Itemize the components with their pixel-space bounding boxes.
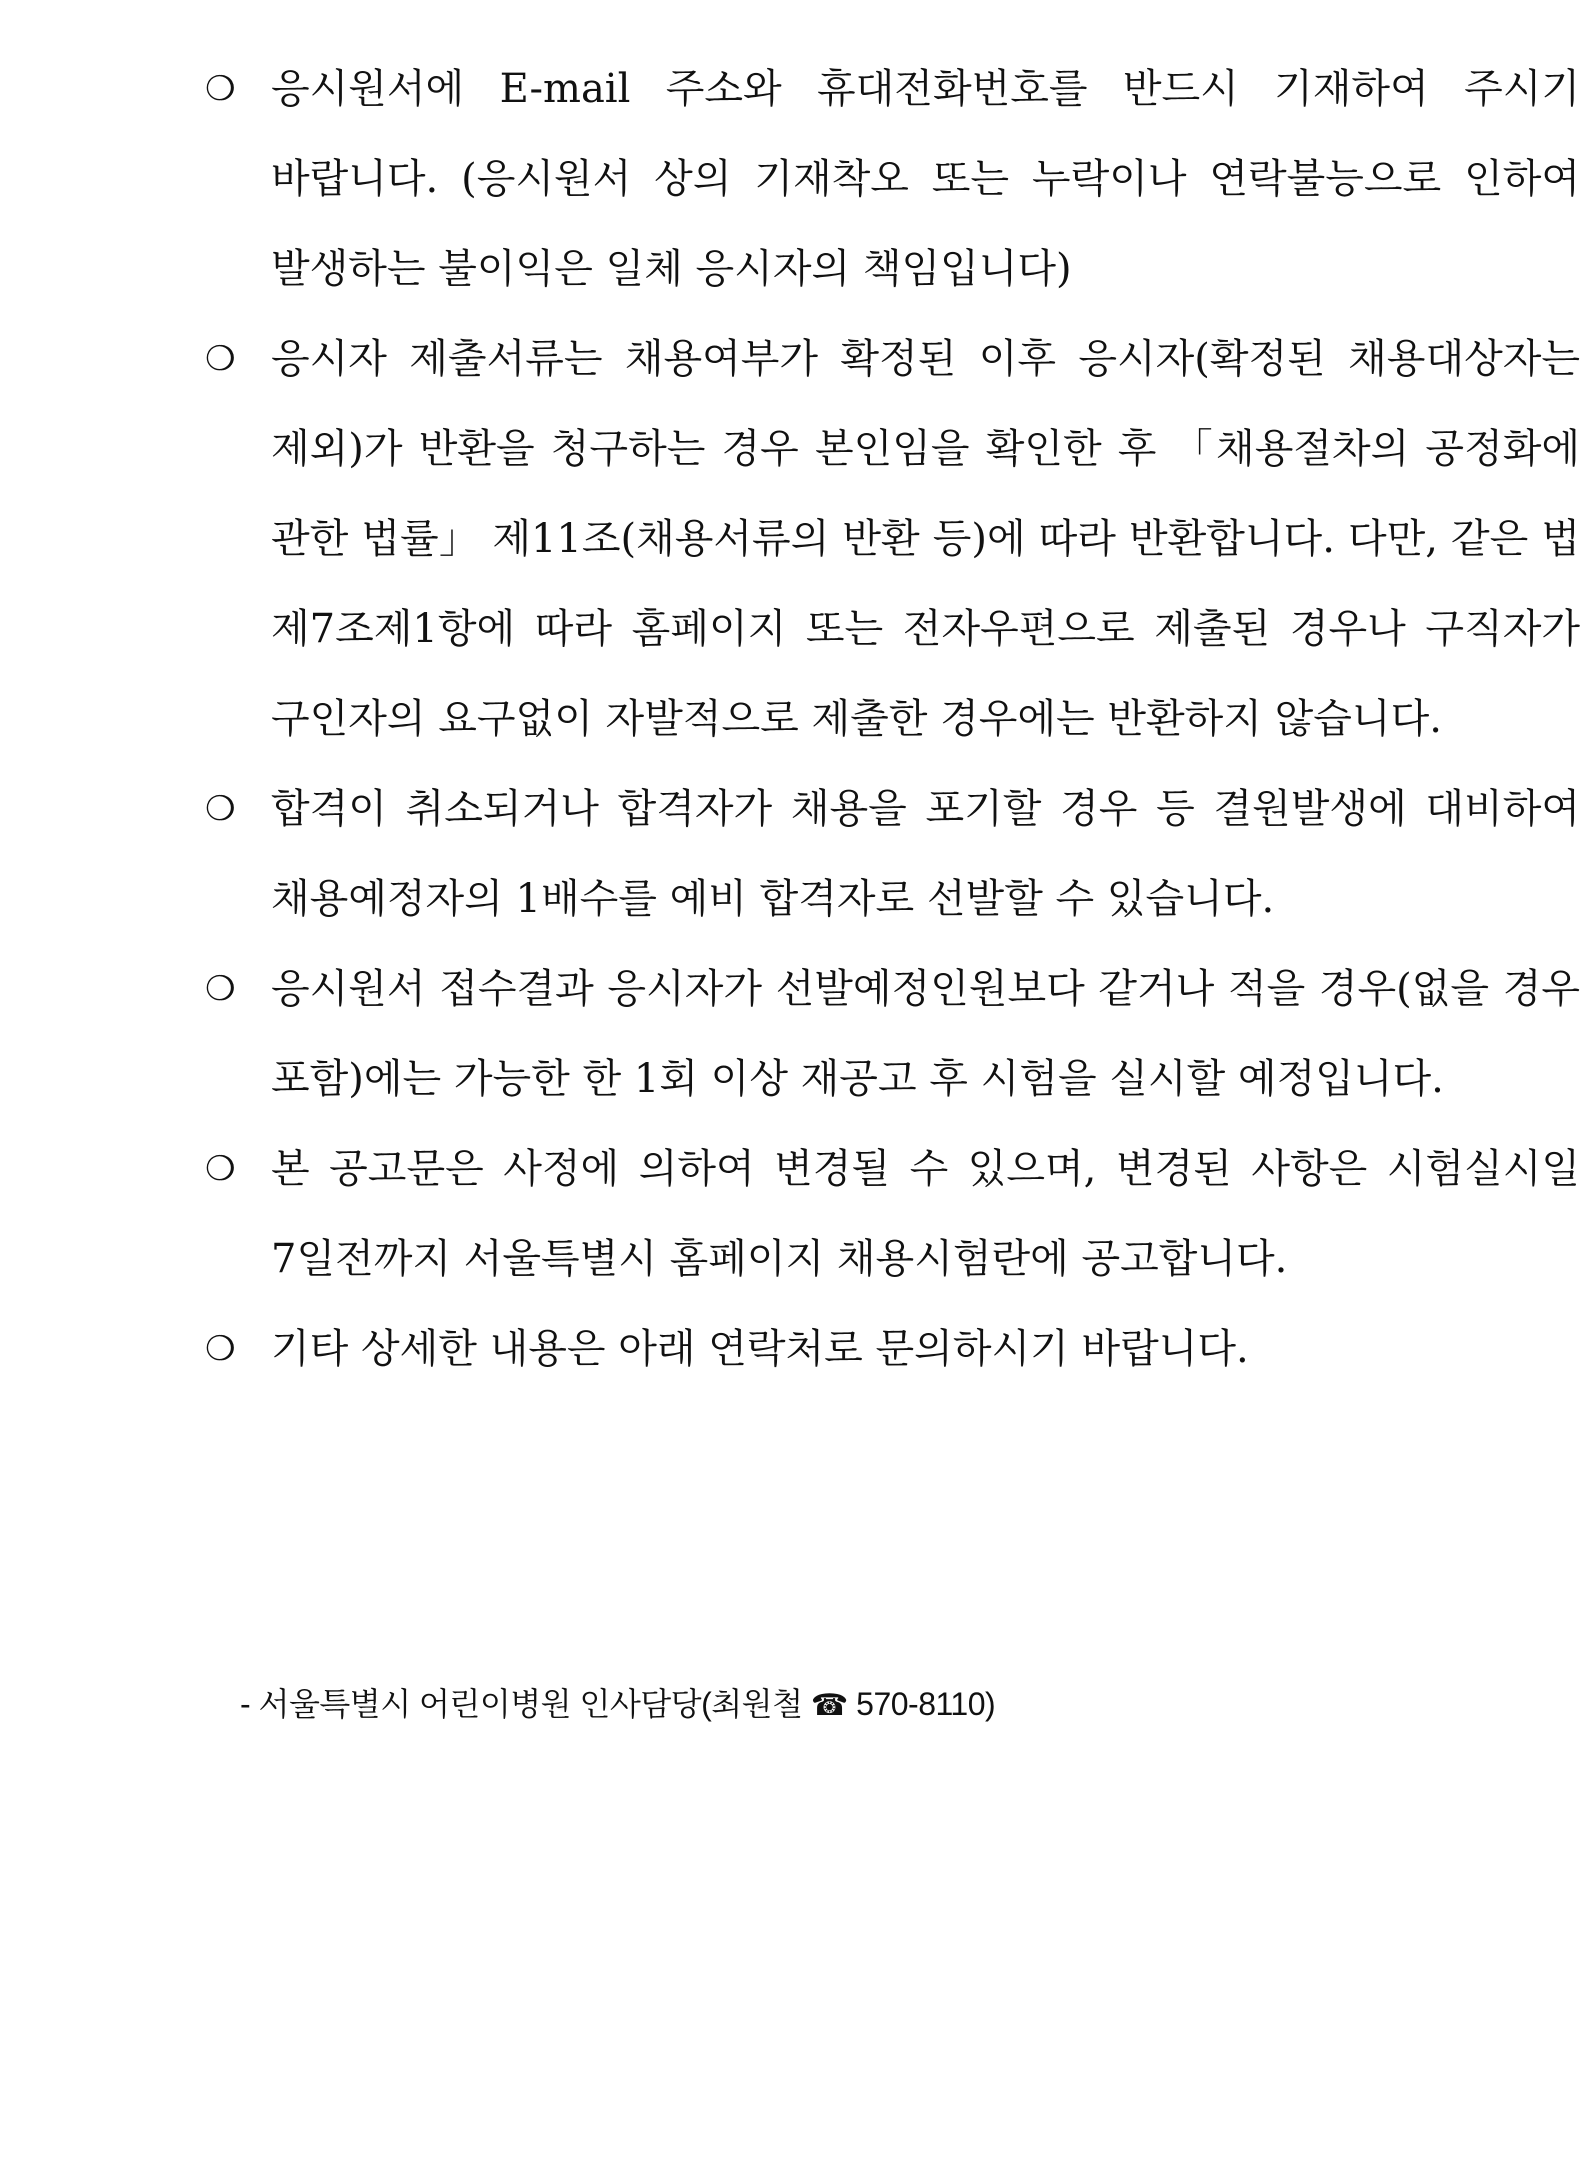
notice-item-re-announcement [205, 944, 1580, 1124]
circle-bullet-icon: ❍ [205, 339, 236, 379]
notice-text: 합격이 취소되거나 합격자가 채용을 포기할 경우 등 결원발생에 대비하여 채용예정자의 1배수를 예비 합격자로 선발할 수 있습니다. [271, 786, 1580, 922]
telephone-icon: ☎ [810, 1688, 848, 1723]
notice-text: 응시원서 접수결과 응시자가 선발예정인원보다 같거나 적을 경우(없을 경우 포함)에는 가능한 한 1회 이상 재공고 후 시험을 실시할 예정입니다. [271, 966, 1580, 1102]
contact-line [240, 1680, 995, 1730]
circle-bullet-icon: ❍ [205, 969, 236, 1009]
contact-phone-number: 570-8110) [856, 1686, 996, 1722]
notice-item-document-return [205, 314, 1580, 764]
notice-item-contact-info [205, 44, 1580, 314]
notice-text: 기타 상세한 내용은 아래 연락처로 문의하시기 바랍니다. [271, 1326, 1249, 1372]
circle-bullet-icon: ❍ [205, 789, 236, 829]
notice-text: 응시자 제출서류는 채용여부가 확정된 이후 응시자(확정된 채용대상자는 제외)가 반환을 청구하는 경우 본인임을 확인한 후 「채용절차의 공정화에 관한 법률」 제11조(채용서류의 반환 등)에 따라 반환합니다. 다만, 같은 법 제7조제1항에 따라 홈페이지 또는 전자우편으로 제출된 경우나 구직자가 구인자의 요구없이 자발적으로 제출한 경우에는 반환하지 않습니다. [271, 336, 1580, 742]
circle-bullet-icon: ❍ [205, 1329, 236, 1369]
contact-department: - 서울특별시 어린이병원 인사담당(최원철 [240, 1686, 803, 1722]
notice-item-inquiries [205, 1304, 1580, 1394]
notice-list [205, 44, 1580, 1394]
circle-bullet-icon: ❍ [205, 1149, 236, 1189]
notice-text: 응시원서에 E-mail 주소와 휴대전화번호를 반드시 기재하여 주시기 바랍니다. (응시원서 상의 기재착오 또는 누락이나 연락불능으로 인하여 발생하는 불이익은 일체 응시자의 책임입니다) [271, 66, 1580, 292]
notice-text: 본 공고문은 사정에 의하여 변경될 수 있으며, 변경된 사항은 시험실시일 7일전까지 서울특별시 홈페이지 채용시험란에 공고합니다. [271, 1146, 1580, 1282]
circle-bullet-icon: ❍ [205, 69, 236, 109]
notice-item-changes [205, 1124, 1580, 1304]
notice-item-reserve-candidates [205, 764, 1580, 944]
